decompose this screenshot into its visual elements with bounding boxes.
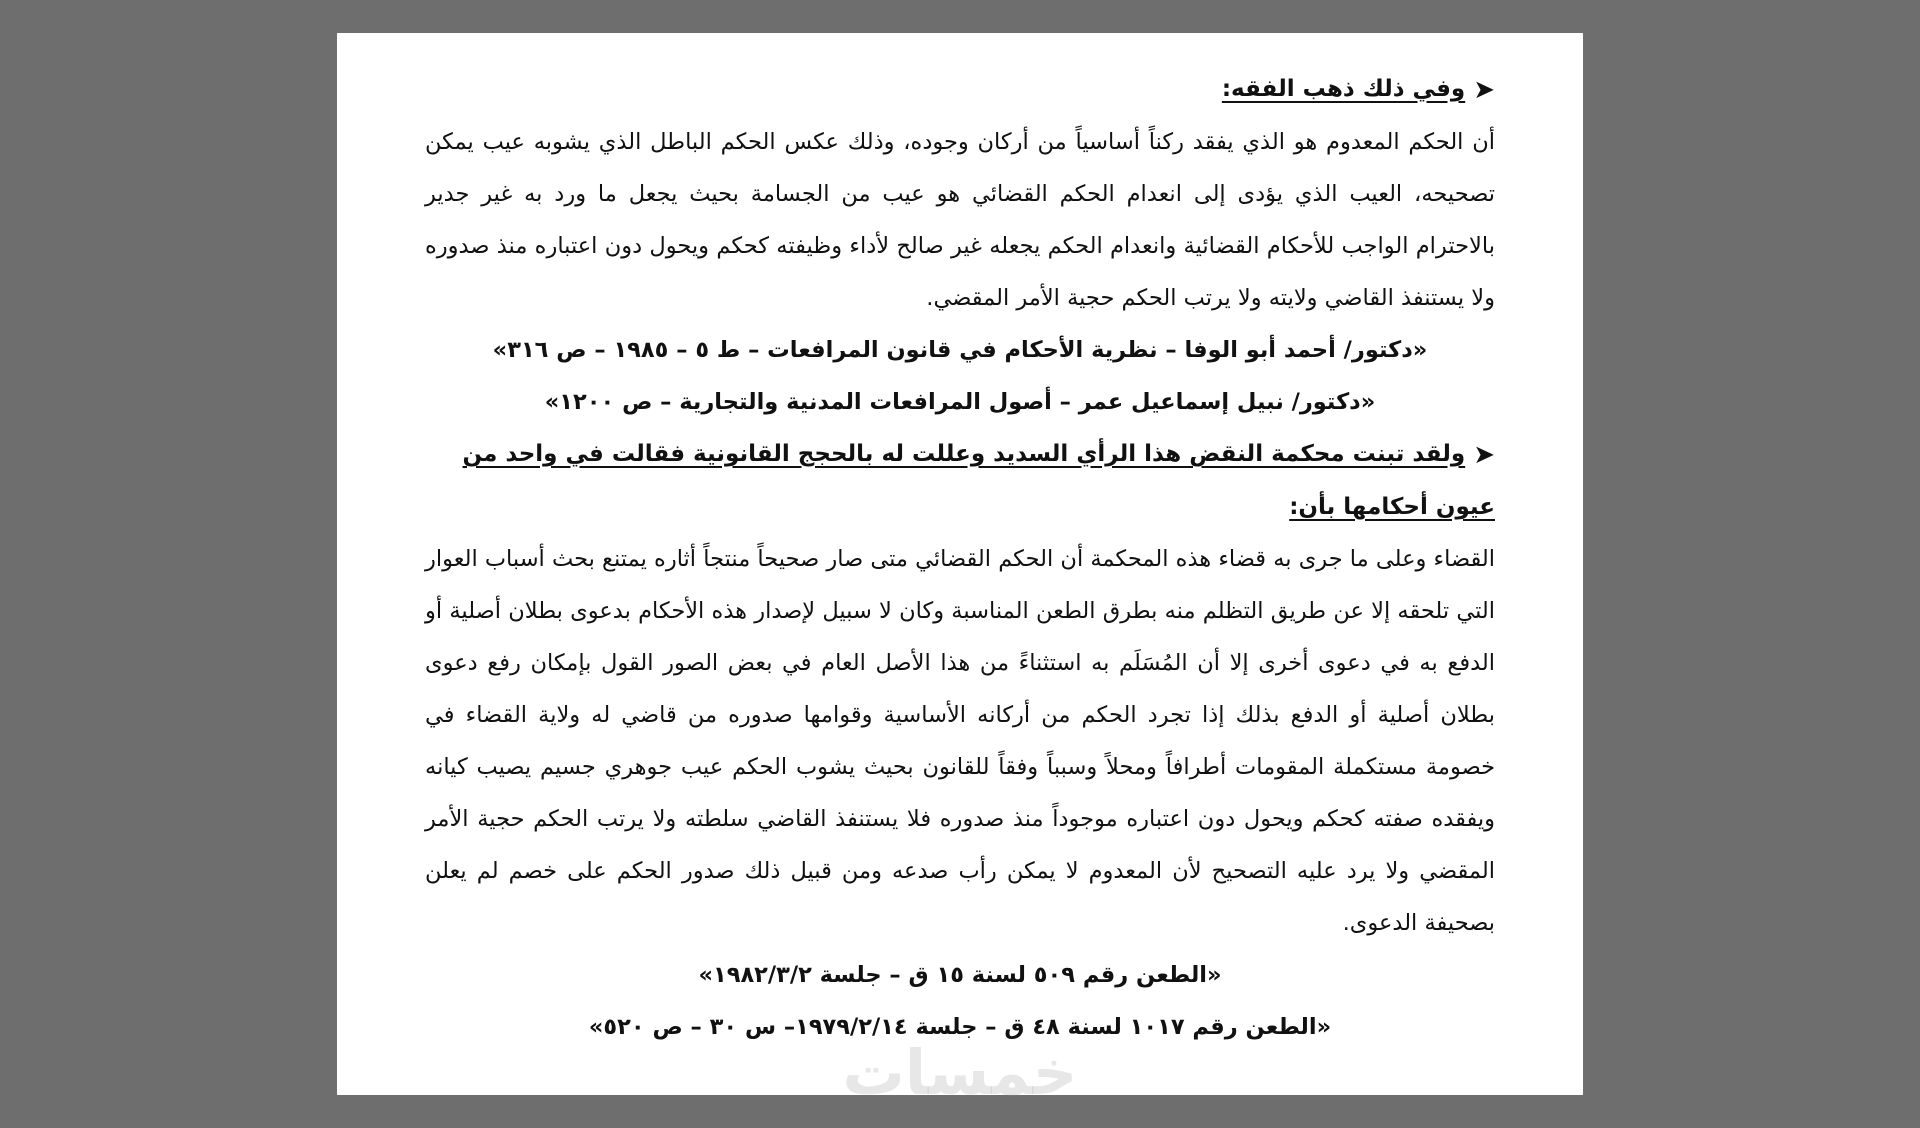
arrowhead-left-icon: ➤ — [1473, 440, 1495, 470]
citation-abu-alwafa: «دكتور/ أحمد أبو الوفا – نظرية الأحكام في قانون المرافعات – ط ٥ – ١٩٨٥ – ص ٣١٦» — [492, 337, 1428, 363]
citation-appeal-1017: «الطعن رقم ١٠١٧ لسنة ٤٨ ق – جلسة ١٩٧٩/٢/١٤– س ٣٠ – ص ٥٢٠» — [588, 1014, 1332, 1040]
heading-text: وفي ذلك ذهب الفقه: — [1221, 76, 1466, 102]
watermark-logo: خمسات — [842, 1036, 1078, 1109]
section-heading-cassation — [425, 428, 1495, 533]
paragraph-doctrine: أن الحكم المعدوم هو الذي يفقد ركناً أساسياً من أركان وجوده، وذلك عكس الحكم الباطل الذي يشوبه عيب يمكن تصحيحه، العيب الذي يؤدى إلى انعدام الحكم القضائي هو عيب من الجسامة بحيث يجعل ما ورد به غير جدير بالاحترام الواجب للأحكام القضائية وانعدام الحكم يجعله غير صالح لأداء وظيفته كحكم ويحول دون اعتباره منذ صدوره ولا يستنفذ القاضي ولايته ولا يرتب الحكم حجية الأمر المقضي. — [425, 129, 1495, 311]
section-heading-doctrine — [425, 63, 1495, 116]
paragraph-cassation-ruling: القضاء وعلى ما جرى به قضاء هذه المحكمة أن الحكم القضائي متى صار صحيحاً منتجاً أثاره يمتنع بحث أسباب العوار التي تلحقه إلا عن طريق التظلم منه بطرق الطعن المناسبة وكان لا سبيل لإصدار هذه الأحكام بدعوى بطلان أصلية أو الدفع به في دعوى أخرى إلا أن المُسَلَم به استثناءً من هذا الأصل العام في بعض الصور القول بإمكان رفع دعوى بطلان أصلية أو الدفع بذلك إذا تجرد الحكم من أركانه الأساسية وقوامها صدوره من قاضي له ولاية القضاء في خصومة مستكملة المقومات أطرافاً ومحلاً وسبباً وفقاً للقانون بحيث يشوب الحكم عيب جوهري جسيم يصيب كيانه ويفقده صفته كحكم ويحول دون اعتباره موجوداً منذ صدوره فلا يستنفذ القاضي سلطته ولا يرتب الحكم حجية الأمر المقضي ولا يرد عليه التصحيح لأن المعدوم لا يمكن رأب صدعه ومن قبيل ذلك صدور الحكم على خصم لم يعلن بصحيفة الدعوى. — [425, 546, 1495, 936]
heading-text: ولقد تبنت محكمة النقض هذا الرأي السديد وعللت له بالحجج القانونية فقالت في واحد من عيون أحكامها بأن: — [462, 441, 1495, 520]
citation-appeal-509: «الطعن رقم ٥٠٩ لسنة ١٥ ق – جلسة ١٩٨٢/٣/٢» — [698, 962, 1222, 988]
arrowhead-left-icon: ➤ — [1473, 75, 1495, 105]
citation-nabil-omar: «دكتور/ نبيل إسماعيل عمر – أصول المرافعات المدنية والتجارية – ص ١٢٠٠» — [544, 389, 1376, 415]
document-page — [337, 33, 1583, 1109]
